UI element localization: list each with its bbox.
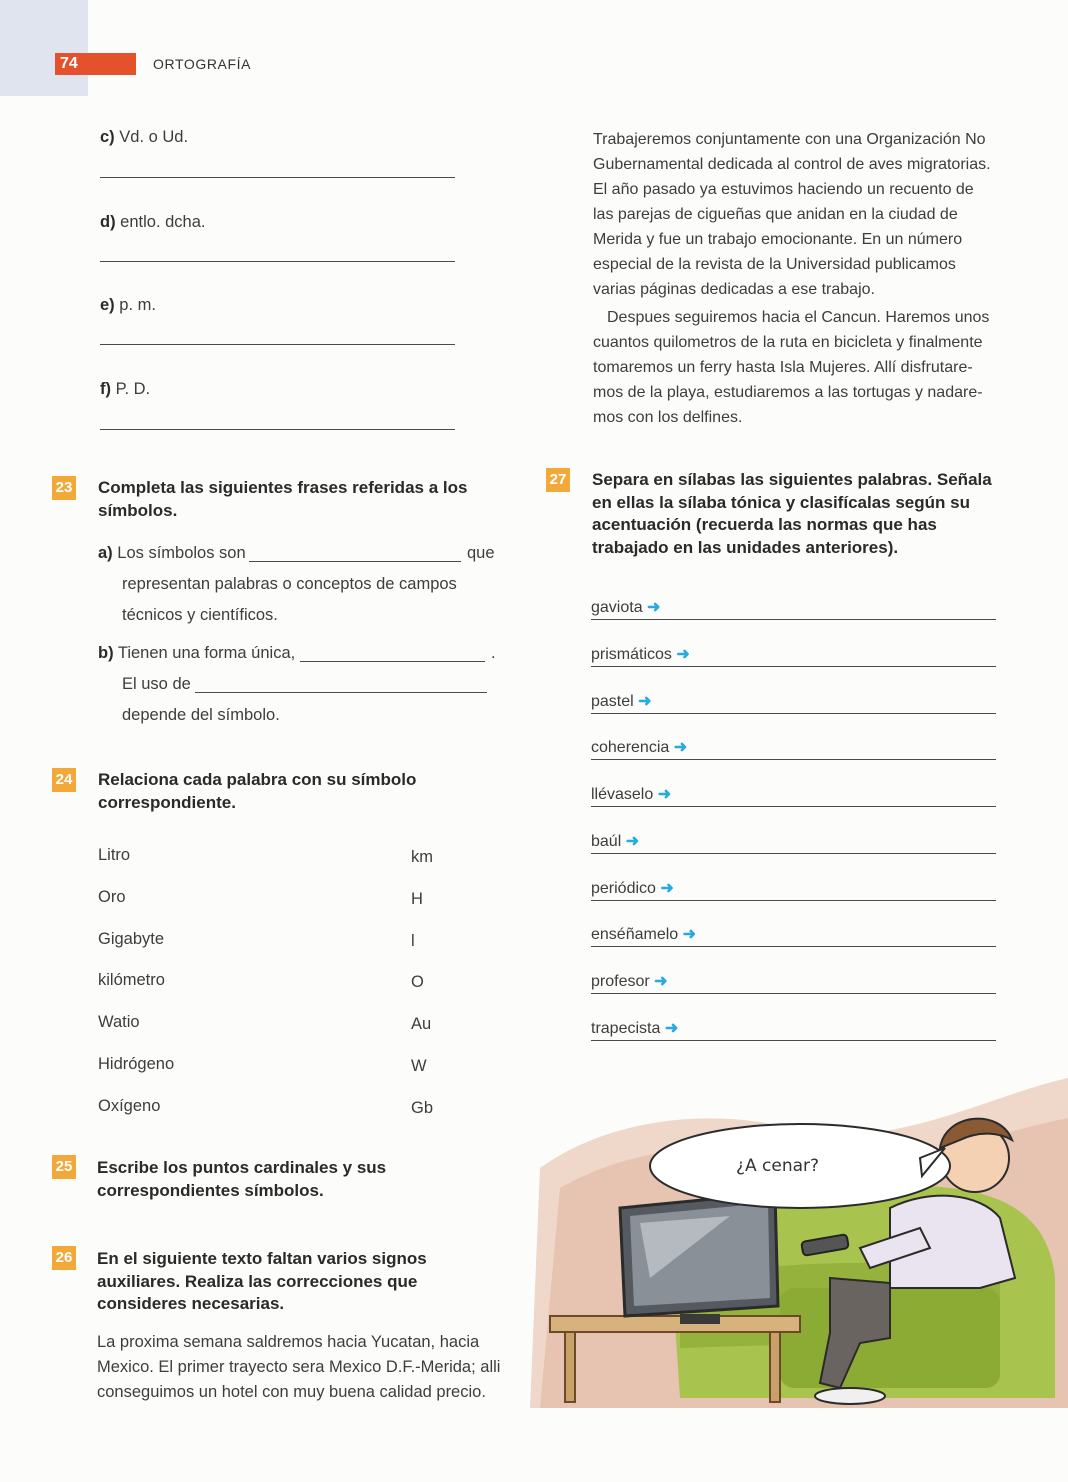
answer-line[interactable] xyxy=(100,429,455,430)
sentence-b-line2: El uso de xyxy=(122,675,191,693)
symbol-item: W xyxy=(411,1057,427,1075)
syllable-row[interactable]: enséñamelo ➜ xyxy=(591,920,996,947)
exercise-number: 23 xyxy=(52,476,76,500)
word-item: Oxígeno xyxy=(98,1097,161,1115)
symbol-item: O xyxy=(411,973,424,991)
syllable-row[interactable]: profesor ➜ xyxy=(591,967,996,994)
syllable-row[interactable]: baúl ➜ xyxy=(591,827,996,854)
arrow-icon: ➜ xyxy=(682,926,697,943)
exercise-number: 24 xyxy=(52,768,76,792)
syllable-row[interactable]: trapecista ➜ xyxy=(591,1014,996,1041)
syllable-row[interactable]: prismáticos ➜ xyxy=(591,640,996,667)
arrow-icon: ➜ xyxy=(657,786,672,803)
answer-line[interactable] xyxy=(249,561,461,562)
sentence-a-end: que xyxy=(467,544,495,562)
speech-bubble-text: ¿A cenar? xyxy=(736,1156,820,1176)
text-to-correct: La proxima semana saldremos hacia Yucatan, hacia Mexico. El primer trayecto sera Mexico D.F.-Merida; alli conseguimos un hotel con muy buena calidad precio. xyxy=(97,1333,501,1401)
corner-decoration xyxy=(0,0,88,96)
syllable-row[interactable]: pastel ➜ xyxy=(591,687,996,714)
symbol-item: Gb xyxy=(411,1099,434,1117)
exercise-title: Separa en sílabas las siguientes palabras. Señala en ellas la sílaba tónica y clasifícalas según su acentuación (recuerda las normas que has trabajado en las unidades anteriores). xyxy=(592,470,992,557)
syllable-row[interactable]: gaviota ➜ xyxy=(591,593,996,620)
arrow-icon: ➜ xyxy=(676,646,690,663)
sentence-b: b) Tienen una forma única, xyxy=(98,644,296,662)
abbrev-item: d) entlo. dcha. xyxy=(100,213,206,231)
symbol-item: l xyxy=(411,932,415,950)
answer-line[interactable] xyxy=(300,661,485,662)
sentence-b-end: . xyxy=(491,644,496,662)
sentence-b-line3: depende del símbolo. xyxy=(122,706,280,724)
exercise-number: 27 xyxy=(546,468,570,492)
exercise-title: Completa las siguientes frases referidas a los símbolos. xyxy=(98,478,468,520)
arrow-icon: ➜ xyxy=(664,1020,679,1037)
symbol-item: H xyxy=(411,890,423,908)
arrow-icon: ➜ xyxy=(654,973,668,990)
page-number: 74 xyxy=(55,53,136,75)
abbrev-item: f) P. D. xyxy=(100,380,151,398)
exercise-title: En el siguiente texto faltan varios signos auxiliares. Realiza las correcciones que consideres necesarias. xyxy=(97,1249,427,1313)
answer-line[interactable] xyxy=(100,344,455,345)
boy-watching-tv-illustration xyxy=(530,1078,1068,1408)
syllable-row[interactable]: llévaselo ➜ xyxy=(591,780,996,807)
arrow-icon: ➜ xyxy=(660,880,674,897)
abbrev-item: e) p. m. xyxy=(100,296,156,314)
word-item: Hidrógeno xyxy=(98,1055,175,1073)
exercise-title: Relaciona cada palabra con su símbolo correspondiente. xyxy=(98,770,417,812)
word-item: Litro xyxy=(98,846,131,864)
answer-line[interactable] xyxy=(100,177,455,178)
word-item: kilómetro xyxy=(98,971,165,989)
arrow-icon: ➜ xyxy=(673,739,688,756)
arrow-icon: ➜ xyxy=(625,833,640,850)
syllable-row[interactable]: coherencia ➜ xyxy=(591,733,996,760)
arrow-icon: ➜ xyxy=(638,693,652,710)
word-item: Watio xyxy=(98,1013,140,1031)
abbrev-item: c) Vd. o Ud. xyxy=(100,128,189,146)
sentence-a: a) Los símbolos son xyxy=(98,544,246,562)
word-item: Gigabyte xyxy=(98,930,165,948)
symbol-item: Au xyxy=(411,1015,432,1033)
exercise-title: Escribe los puntos cardinales y sus correspondientes símbolos. xyxy=(97,1158,387,1200)
arrow-icon: ➜ xyxy=(647,599,661,616)
text-paragraph: Trabajeremos conjuntamente con una Organización No Gubernamental dedicada al control de aves migratorias. El año pasado ya estuvimos haciendo un recuento de las parejas de cigueñas que anidan en la ciudad de Merida y fue un trabajo emocionante. En un número especial de la revista de la Universidad publicamos varias páginas dedicadas a ese trabajo. Despues seguiremos hacia el Cancun. Haremos unos cuantos quilometros de la ruta en bicicleta y finalmente tomaremos un ferry hasta Isla Mujeres. Allí disfrutare- mos de la playa, estudiaremos a las tortugas y nadare- mos con los delfines. xyxy=(593,131,991,426)
exercise-number: 25 xyxy=(52,1155,76,1179)
section-title: ORTOGRAFÍA xyxy=(153,56,252,72)
sentence-a-line3: técnicos y científicos. xyxy=(122,606,278,624)
word-item: Oro xyxy=(98,888,126,906)
exercise-number: 26 xyxy=(52,1246,76,1270)
symbol-item: km xyxy=(411,848,433,866)
sentence-a-line2: representan palabras o conceptos de campos xyxy=(122,575,457,593)
syllable-row[interactable]: periódico ➜ xyxy=(591,874,996,901)
answer-line[interactable] xyxy=(195,692,487,693)
answer-line[interactable] xyxy=(100,261,455,262)
